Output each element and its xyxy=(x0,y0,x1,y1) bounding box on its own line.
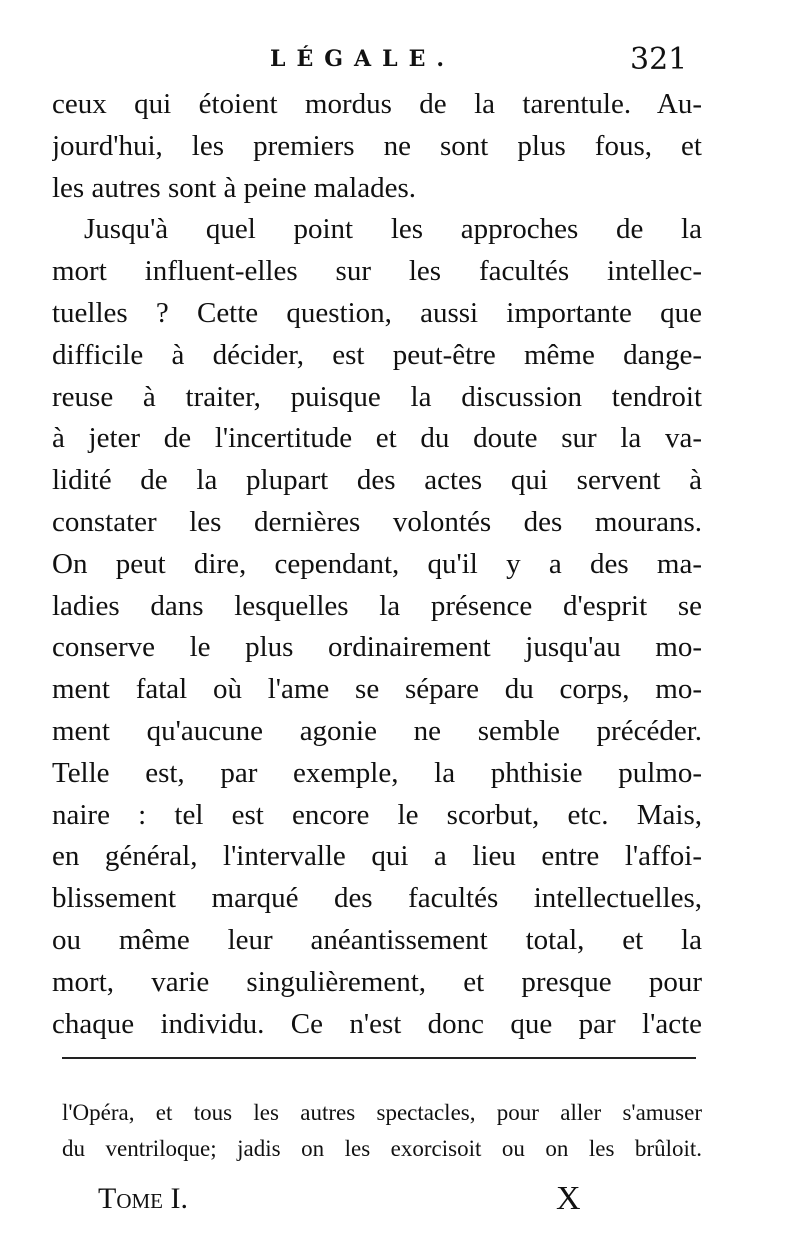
text-line: chaque individu. Ce n'est donc que par l'acte xyxy=(52,1007,702,1040)
body-text xyxy=(52,84,702,1045)
text-line: ladies dans lesquelles la présence d'esprit se xyxy=(52,589,702,622)
running-head xyxy=(0,42,800,82)
text-line: Telle est, par exemple, la phthisie pulmo- xyxy=(52,756,702,789)
text-line: tuelles ? Cette question, aussi importante que xyxy=(52,296,702,329)
text-line: Jusqu'à quel point les approches de la xyxy=(84,213,702,246)
text-line: naire : tel est encore le scorbut, etc. Mais, xyxy=(52,798,702,831)
text-line: lidité de la plupart des actes qui servent à xyxy=(52,464,702,497)
text-line: ou même leur anéantissement total, et la xyxy=(52,923,702,956)
signature-mark: X xyxy=(556,1180,581,1217)
page-footer xyxy=(0,1182,800,1222)
footnote xyxy=(62,1095,702,1167)
footnote-line: du ventriloque; jadis on les exorcisoit ou on les brûloit. xyxy=(62,1136,702,1161)
text-line: jourd'hui, les premiers ne sont plus fous, et xyxy=(52,129,702,162)
text-line: difficile à décider, est peut-être même dange- xyxy=(52,338,702,371)
text-line: conserve le plus ordinairement jusqu'au mo- xyxy=(52,631,702,664)
running-head-title: LÉGALE. xyxy=(270,46,455,72)
text-line: ceux qui étoient mordus de la tarentule. Au- xyxy=(52,88,702,120)
text-line: blissement marqué des facultés intellectuelles, xyxy=(52,882,702,915)
footnote-rule xyxy=(62,1057,696,1059)
text-line: en général, l'intervalle qui a lieu entre l'affoi- xyxy=(52,840,702,873)
page-number: 321 xyxy=(630,42,688,77)
text-line: reuse à traiter, puisque la discussion tendroit xyxy=(52,380,702,413)
text-line: à jeter de l'incertitude et du doute sur la va- xyxy=(52,422,702,455)
text-line: constater les dernières volontés des mourans. xyxy=(52,505,702,538)
footnote-line: l'Opéra, et tous les autres spectacles, pour aller s'amuser xyxy=(62,1100,702,1125)
text-line: ment fatal où l'ame se sépare du corps, mo- xyxy=(52,673,702,706)
text-line: mort influent-elles sur les facultés intellec- xyxy=(52,255,702,288)
text-line: les autres sont à peine malades. xyxy=(52,171,416,204)
text-line: ment qu'aucune agonie ne semble précéder. xyxy=(52,714,702,747)
volume-label: Tome I. xyxy=(98,1182,188,1215)
text-line: mort, varie singulièrement, et presque pour xyxy=(52,965,702,998)
text-line: On peut dire, cependant, qu'il y a des ma- xyxy=(52,547,702,580)
